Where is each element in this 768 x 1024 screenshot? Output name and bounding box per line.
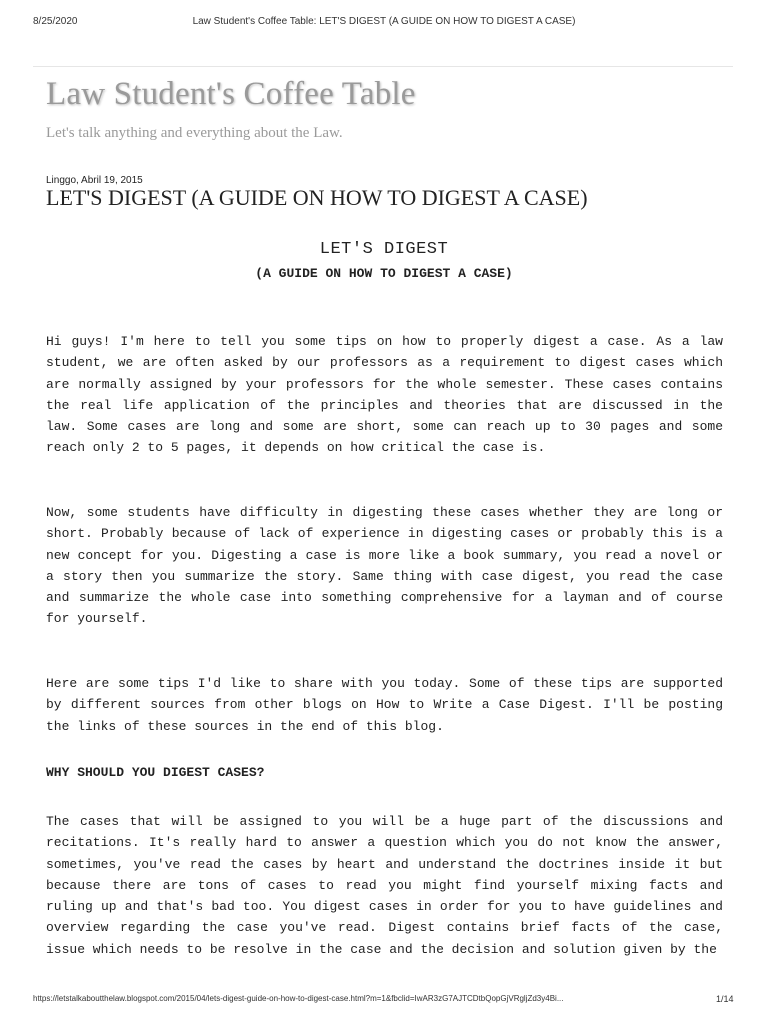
print-page-title: Law Student's Coffee Table: LET'S DIGEST (A GUIDE ON HOW TO DIGEST A CASE)	[192, 16, 576, 27]
print-url: https://letstalkaboutthelaw.blogspot.com/2015/04/lets-digest-guide-on-how-to-digest-case.html?m=1&fbclid=IwAR3zG7AJTCDtbQopGjVRgljZd3y4Bi...	[33, 994, 564, 1003]
difficulty-paragraph: Now, some students have difficulty in digesting these cases whether they are long or short. Probably because of lack of experience in digesting cases or probably this is a new concept for you. Digesting a case is more like a book summary, you read a novel or a story then you summarize the story. Same thing with case digest, you read the case and summarize the whole case into something comprehensive for a layman and of course for yourself.	[46, 505, 723, 627]
intro-paragraph: Hi guys! I'm here to tell you some tips on how to properly digest a case. As a law student, we are often asked by our professors as a requirement to digest cases which are normally assigned by your professors for the whole semester. These cases contains the real life application of the principles and theories that are discussed in the law. Some cases are long and some are short, some can reach up to 30 pages and some reach only 2 to 5 pages, it depends on how critical the case is.	[46, 334, 723, 456]
content-subtitle: (A GUIDE ON HOW TO DIGEST A CASE)	[255, 266, 513, 281]
blog-title-link[interactable]: Law Student's Coffee Table	[46, 76, 416, 112]
header-divider	[33, 66, 733, 67]
post-date: Linggo, Abril 19, 2015	[46, 175, 143, 186]
print-date: 8/25/2020	[33, 16, 78, 27]
blog-description: Let's talk anything and everything about the Law.	[46, 125, 343, 141]
why-digest-paragraph: The cases that will be assigned to you will be a huge part of the discussions and recitations. It's really hard to answer a question which you do not know the answer, sometimes, you've read the cases by heart and understand the doctrines inside it but because there are tons of cases to read you might find yourself mixing facts and ruling up and that's bad too. You digest cases in order for you to have guidelines and overview regarding the case you've read. Digest contains brief facts of the case, issue which needs to be resolve in the case and the decision and solution given by the	[46, 814, 723, 957]
tips-paragraph: Here are some tips I'd like to share with you today. Some of these tips are supported by different sources from other blogs on How to Write a Case Digest. I'll be posting the links of these sources in the end of this blog.	[46, 676, 723, 734]
page-number: 1/14	[716, 994, 734, 1004]
print-header	[0, 16, 768, 30]
post-title: LET'S DIGEST (A GUIDE ON HOW TO DIGEST A CASE)	[46, 185, 588, 210]
print-footer	[0, 994, 768, 1008]
section-heading: WHY SHOULD YOU DIGEST CASES?	[46, 765, 265, 780]
content-title: LET'S DIGEST	[319, 240, 449, 259]
